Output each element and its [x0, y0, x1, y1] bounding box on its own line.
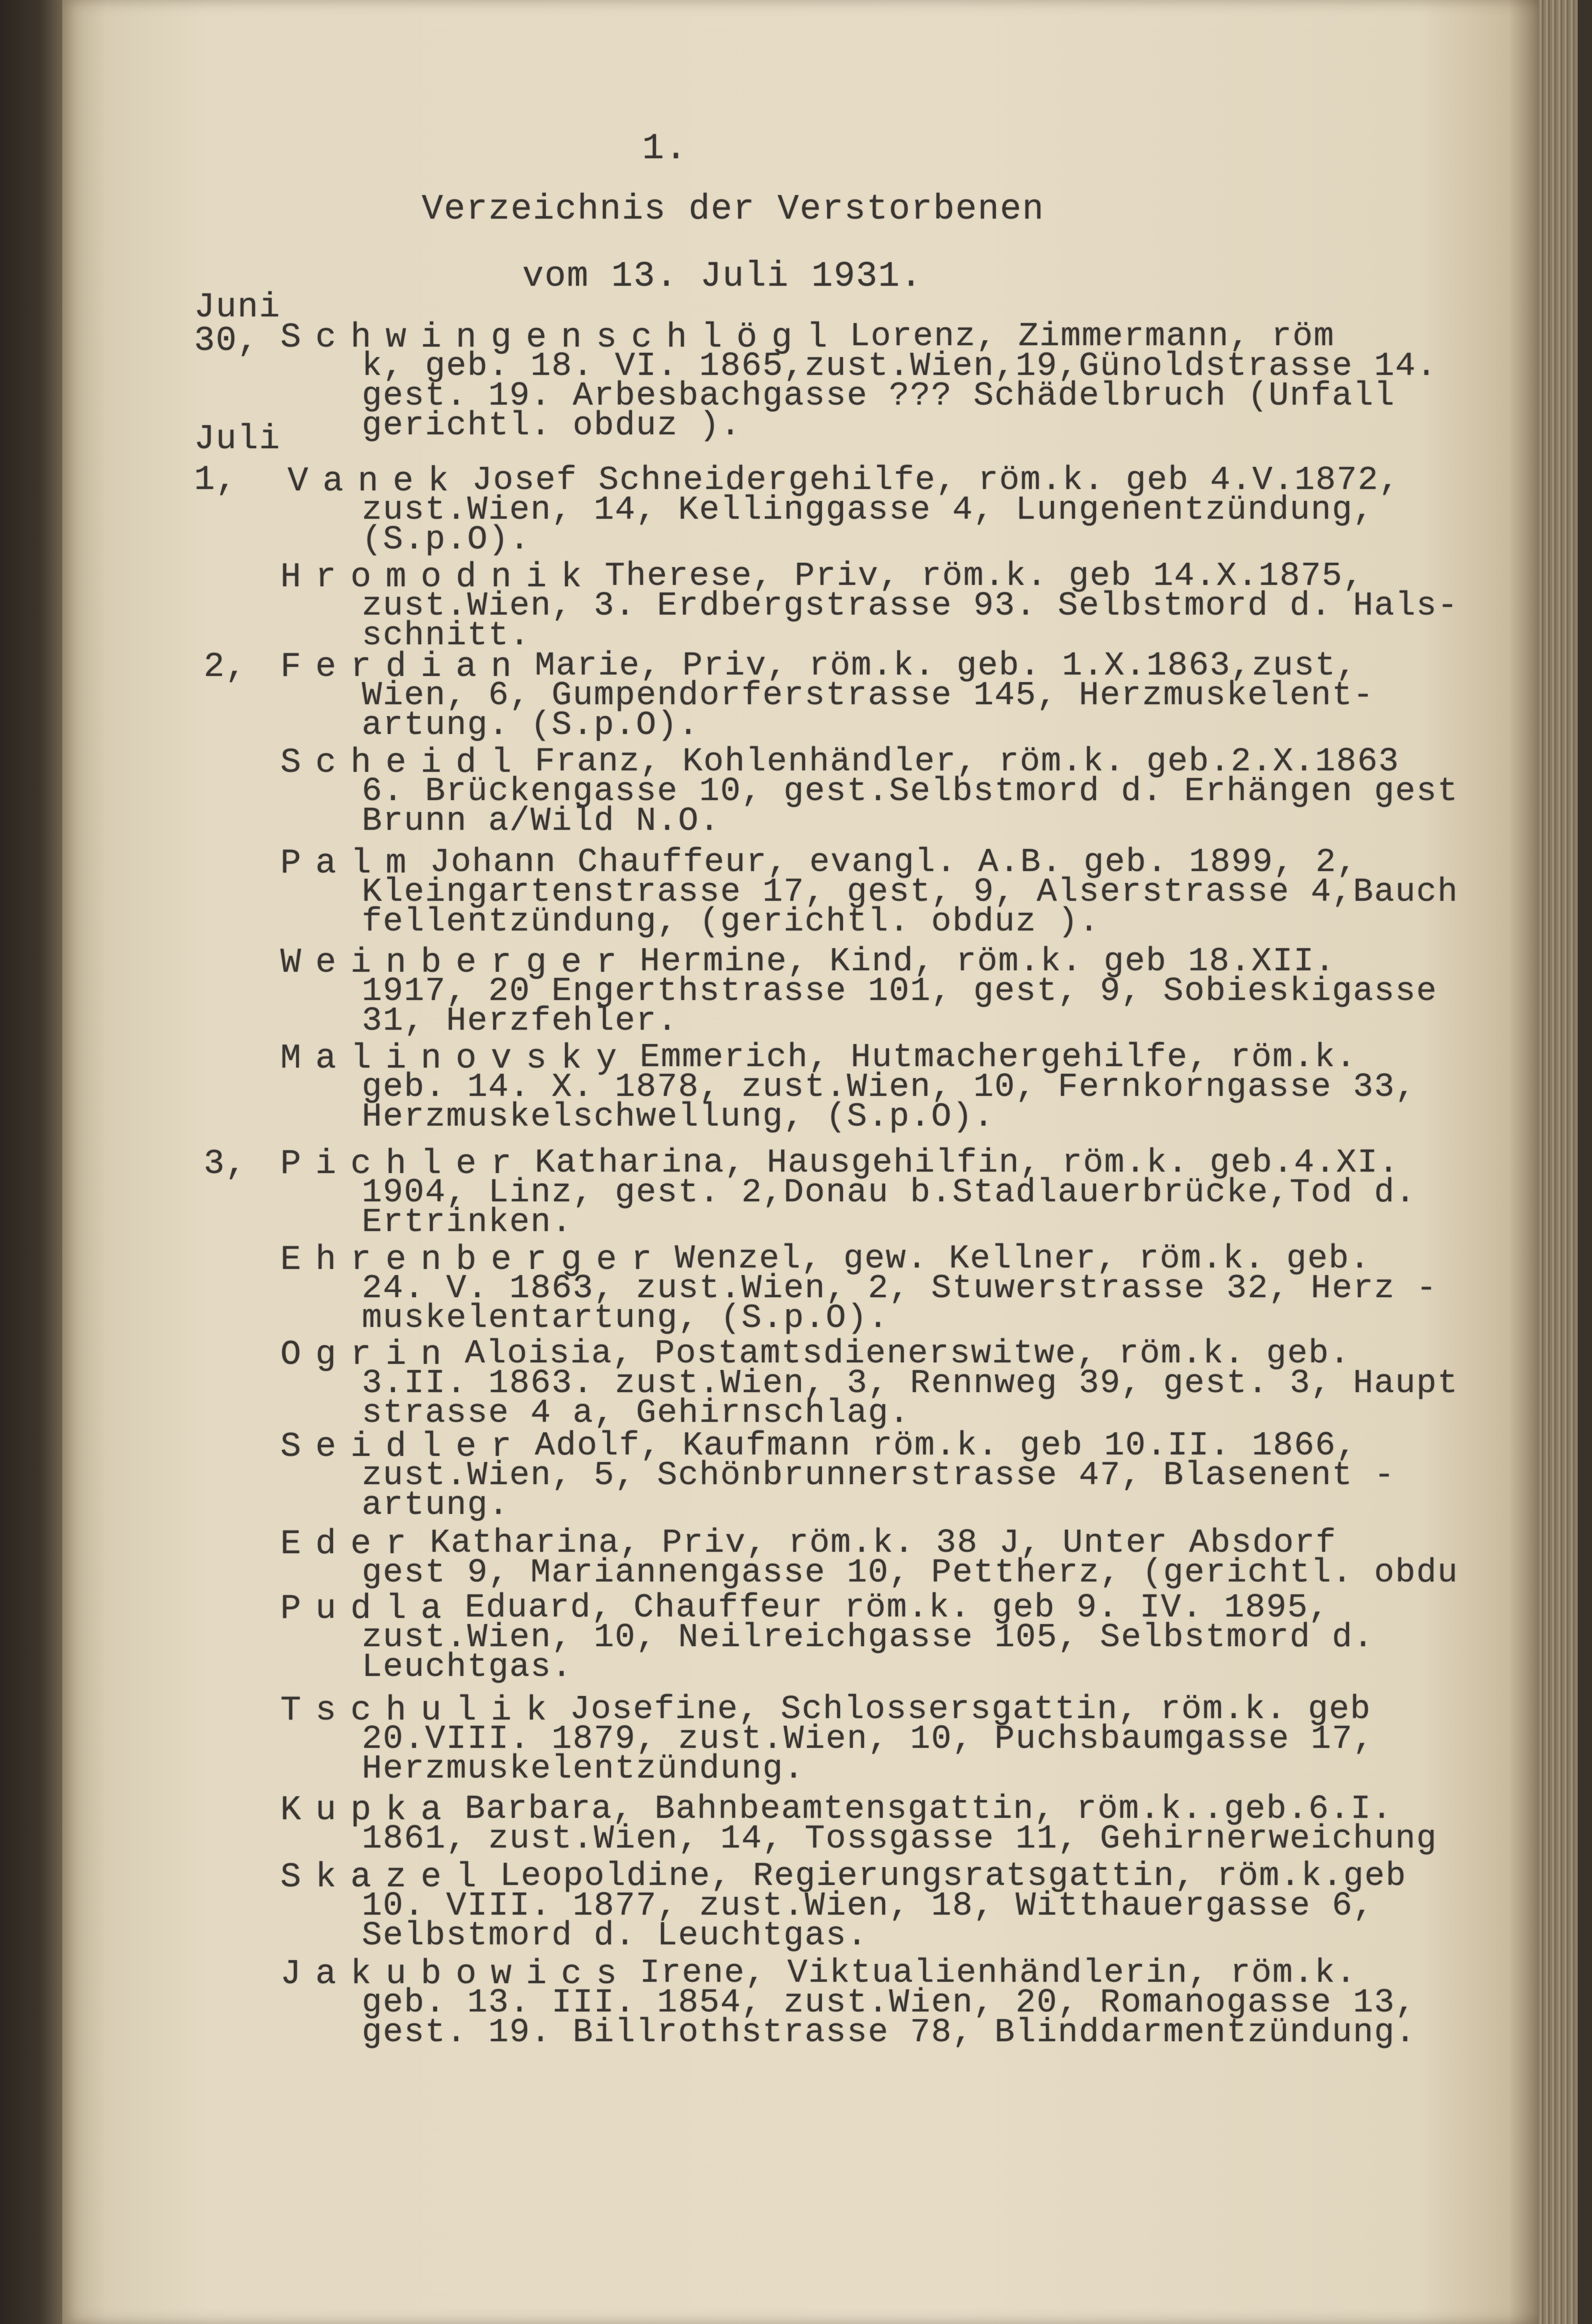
entry-text-line: Josefine, Schlossersgattin, röm.k. geb: [570, 1691, 1372, 1729]
entry-text-line: artung. (S.p.O).: [362, 707, 700, 744]
entry-surname: Kupka: [280, 1790, 456, 1830]
entry-text-line: Brunn a/Wild N.O.: [362, 802, 721, 840]
day-label: 2,: [204, 647, 247, 686]
entry-text-line: Kleingartenstrasse 17, gest, 9, Alserstrasse 4,Bauch: [362, 873, 1459, 911]
entry-text-line: schnitt.: [362, 617, 531, 655]
entry-text-line: Marie, Priv, röm.k. geb. 1.X.1863,zust,: [535, 647, 1358, 685]
day-label: 1,: [194, 460, 238, 500]
entry-text-line: zust.Wien, 5, Schönbrunnerstrasse 47, Blasenent -: [362, 1457, 1396, 1495]
month-label-juni: Juni: [194, 288, 281, 327]
entry-surname: Ogrin: [280, 1335, 456, 1374]
entry-surname: Eder: [280, 1524, 421, 1564]
month-label-juli: Juli: [194, 419, 281, 459]
entry-text-line: 1861, zust.Wien, 14, Tossgasse 11, Gehirnerweichung: [362, 1820, 1438, 1858]
document-subtitle: vom 13. Juli 1931.: [522, 256, 923, 297]
entry-text-line: fellentzündung, (gerichtl. obduz ).: [362, 903, 1100, 941]
entry-text-line: gest. 19. Arbesbachgasse ??? Schädelbruch (Unfall: [362, 377, 1396, 415]
entry-text-line: muskelentartung, (S.p.O).: [362, 1300, 889, 1337]
entry-text-line: Herzmuskelschwellung, (S.p.O).: [362, 1098, 995, 1136]
entry-text-line: Selbstmord d. Leuchtgas.: [362, 1917, 868, 1955]
entry-surname: Pudla: [280, 1589, 456, 1628]
page-edges: [1538, 0, 1592, 2324]
entry-surname: Vanek: [288, 462, 463, 501]
book-binding: [0, 0, 72, 2324]
entry-surname: Schwingenschlögl: [280, 318, 842, 357]
entry-text-line: Herzmuskelentzündung.: [362, 1750, 805, 1788]
entry-text-line: 20.VIII. 1879, zust.Wien, 10, Puchsbaumgasse 17,: [362, 1720, 1374, 1758]
entry-text-line: Katharina, Hausgehilfin, röm.k. geb.4.XI.: [535, 1144, 1400, 1182]
entry-surname: Palm: [280, 844, 421, 883]
entry-text-line: 1917, 20 Engerthstrasse 101, gest, 9, Sobieskigasse: [362, 973, 1438, 1011]
entry-text-line: zust.Wien, 3. Erdbergstrasse 93. Selbstmord d. Hals-: [362, 587, 1459, 625]
entry-surname: Seidler: [280, 1427, 526, 1466]
entry-text-line: Leopoldine, Regierungsratsgattin, röm.k.geb: [500, 1858, 1407, 1895]
entry-text-line: Wien, 6, Gumpendorferstrasse 145, Herzmuskelent-: [362, 677, 1374, 715]
entry-text-line: 3.II. 1863. zust.Wien, 3, Rennweg 39, gest. 3, Haupt: [362, 1365, 1459, 1403]
entry-text-line: Ertrinken.: [362, 1204, 573, 1242]
entry-text-line: Wenzel, gew. Kellner, röm.k. geb.: [675, 1240, 1371, 1278]
day-label: 30,: [194, 321, 259, 360]
entry-text-line: 6. Brückengasse 10, gest.Selbstmord d. Erhängen gest: [362, 773, 1459, 811]
entry-text-line: 31, Herzfehler.: [362, 1002, 679, 1040]
entry-text-line: Johann Chauffeur, evangl. A.B. geb. 1899, 2,: [430, 844, 1358, 882]
entry-surname: Weinberger: [280, 943, 632, 982]
document-title: Verzeichnis der Verstorbenen: [422, 189, 1045, 230]
entry-text-line: gerichtl. obduz ).: [362, 407, 742, 445]
day-label: 3,: [204, 1144, 247, 1184]
entry-text-line: 1904, Linz, gest. 2,Donau b.Stadlauerbrücke,Tod d.: [362, 1174, 1417, 1212]
entry-text-line: zust.Wien, 10, Neilreichgasse 105, Selbstmord d.: [362, 1619, 1374, 1657]
entry-text-line: Irene, Viktualienhändlerin, röm.k.: [640, 1954, 1357, 1992]
entry-text-line: Leuchtgas.: [362, 1649, 573, 1686]
entry-text-line: geb. 14. X. 1878, zust.Wien, 10, Fernkorngasse 33,: [362, 1069, 1417, 1106]
entry-text-line: Lorenz, Zimmermann, röm: [850, 318, 1335, 356]
entry-text-line: strasse 4 a, Gehirnschlag.: [362, 1394, 911, 1432]
entry-text-line: gest. 19. Billrothstrasse 78, Blinddarmentzündung.: [362, 2014, 1417, 2052]
entry-text-line: Franz, Kohlenhändler, röm.k. geb.2.X.1863: [535, 743, 1400, 781]
entry-text-line: k, geb. 18. VI. 1865,zust.Wien,19,Günoldstrasse 14.: [362, 348, 1438, 385]
entry-surname: Ferdian: [280, 647, 526, 686]
entry-surname: Hromodnik: [280, 558, 596, 597]
entry-text-line: Therese, Priv, röm.k. geb 14.X.1875,: [605, 558, 1364, 595]
entry-text-line: (S.p.O).: [362, 521, 531, 559]
entry-surname: Scheidl: [280, 743, 526, 782]
entry-text-line: Eduard, Chauffeur röm.k. geb 9. IV. 1895,: [465, 1589, 1330, 1627]
entry-text-line: Aloisia, Postamtsdienerswitwe, röm.k. geb.: [465, 1335, 1351, 1373]
entry-text-line: zust.Wien, 14, Kellinggasse 4, Lungenentzündung,: [362, 491, 1374, 529]
entry-text-line: gest 9, Mariannengasse 10, Pettherz, (gerichtl. obdu: [362, 1554, 1459, 1592]
entry-text-line: Barbara, Bahnbeamtensgattin, röm.k..geb.6.I.: [465, 1790, 1393, 1828]
entry-surname: Tschulik: [280, 1691, 561, 1730]
entry-surname: Ehrenberger: [280, 1240, 667, 1279]
entry-text-line: Hermine, Kind, röm.k. geb 18.XII.: [640, 943, 1336, 981]
entry-text-line: 24. V. 1863, zust.Wien, 2, Stuwerstrasse 32, Herz -: [362, 1270, 1438, 1308]
entry-surname: Skazel: [280, 1858, 491, 1897]
entry-text-line: 10. VIII. 1877, zust.Wien, 18, Witthauergasse 6,: [362, 1887, 1374, 1925]
entry-text-line: artung.: [362, 1487, 510, 1524]
entry-surname: Pichler: [280, 1144, 526, 1184]
entry-text-line: Josef Schneidergehilfe, röm.k. geb 4.V.1872,: [472, 462, 1400, 500]
entry-text-line: Emmerich, Hutmachergehilfe, röm.k.: [640, 1039, 1357, 1077]
entry-text-line: Katharina, Priv, röm.k. 38 J, Unter Absdorf: [430, 1524, 1337, 1562]
entry-surname: Jakubowics: [280, 1954, 632, 1994]
page-number: 1.: [642, 128, 688, 169]
entry-surname: Malinovsky: [280, 1039, 632, 1078]
entry-text-line: geb. 13. III. 1854, zust.Wien, 20, Romanogasse 13,: [362, 1984, 1417, 2022]
entry-text-line: Adolf, Kaufmann röm.k. geb 10.II. 1866,: [535, 1427, 1358, 1465]
